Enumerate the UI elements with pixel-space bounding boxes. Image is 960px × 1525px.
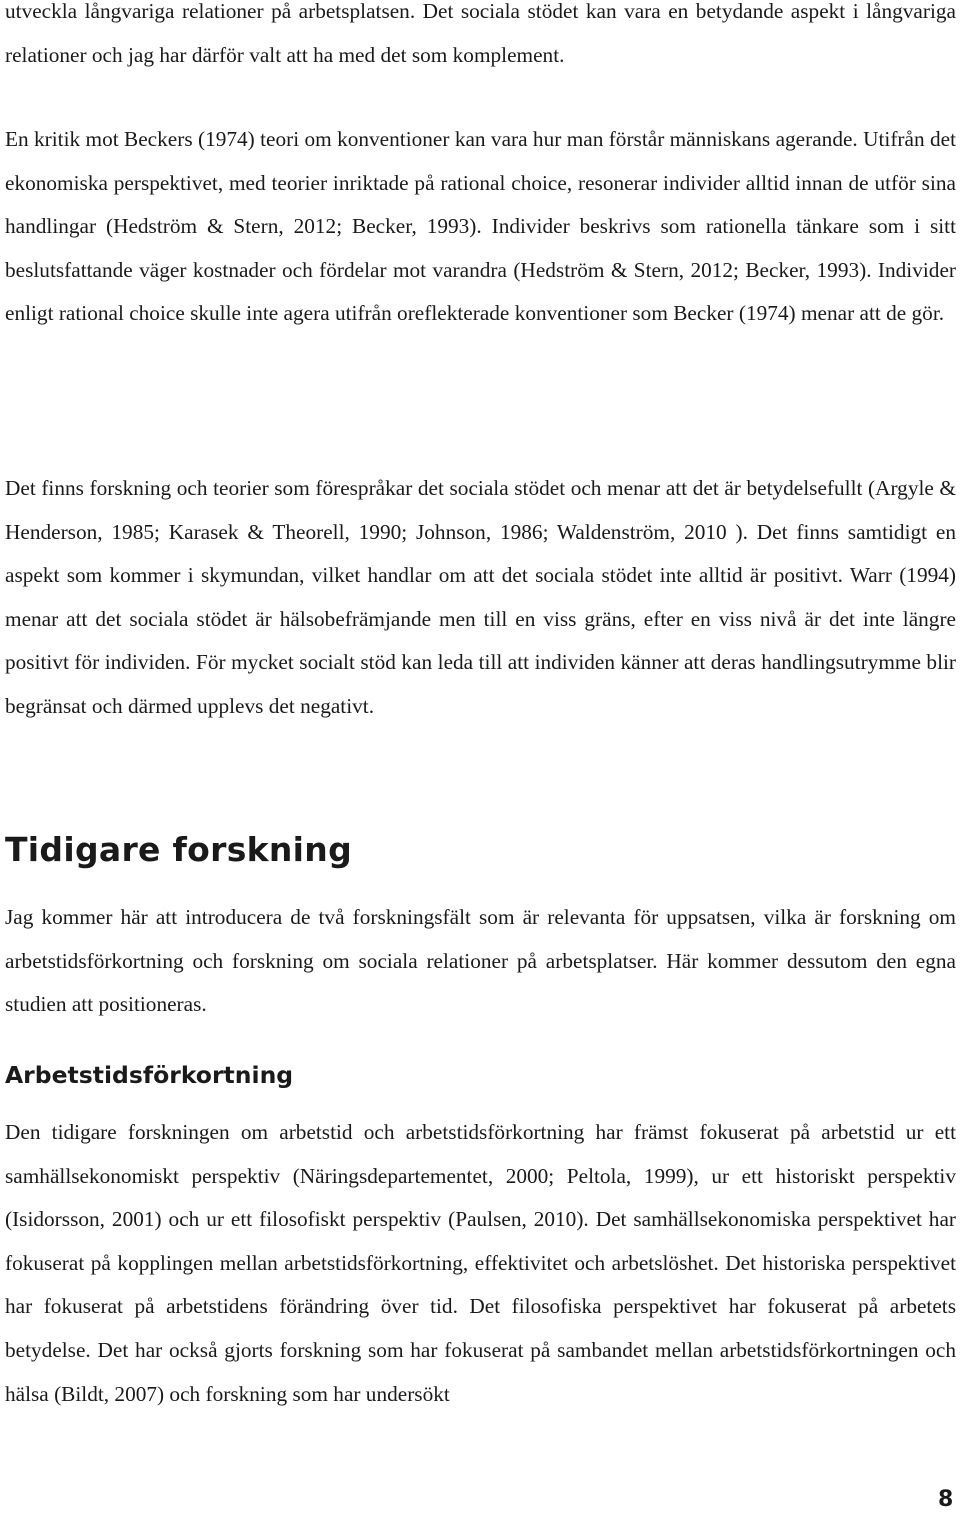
paragraph-socialt-stod: Det finns forskning och teorier som förespråkar det sociala stödet och menar att det är betydelsefullt (Argyle & Henderson, 1985; Karasek & Theorell, 1990; Johnson, 1986; Waldenström, 2010 ). Det finns samtidigt en aspekt som kommer i skymundan, vilket handlar om att det sociala stödet inte alltid är positivt. Warr (1994) menar att det sociala stödet är hälsobefrämjande men till en viss gräns, efter en viss nivå är det inte längre positivt för individen. För mycket socialt stöd kan leda till att individen känner att deras handlingsutrymme blir begränsat och därmed upplevs det negativt.: [5, 476, 956, 718]
subsection-heading: Arbetstidsförkortning: [5, 1061, 294, 1089]
page-number: 8: [938, 1487, 954, 1512]
paragraph-continuation: utveckla långvariga relationer på arbetsplatsen. Det sociala stödet kan vara en betydande aspekt i långvariga relationer och jag har därför valt att ha med det som komplement.: [5, 0, 956, 67]
paragraph-kritik: En kritik mot Beckers (1974) teori om konventioner kan vara hur man förstår människans agerande. Utifrån det ekonomiska perspektivet, med teorier inriktade på rational choice, resonerar individer alltid innan de utför sina handlingar (Hedström & Stern, 2012; Becker, 1993). Individer beskrivs som rationella tänkare som i sitt beslutsfattande väger kostnader och fördelar mot varandra (Hedström & Stern, 2012; Becker, 1993). Individer enligt rational choice skulle inte agera utifrån oreflekterade konventioner som Becker (1974) menar att de gör.: [5, 127, 956, 326]
paragraph-section-intro: Jag kommer här att introducera de två forskningsfält som är relevanta för uppsatsen, vilka är forskning om arbetstidsförkortning och forskning om sociala relationer på arbetsplatser. Här kommer dessutom den egna studien att positioneras.: [5, 905, 956, 1017]
paragraph-arbetstidsforkortning: Den tidigare forskningen om arbetstid och arbetstidsförkortning har främst fokuserat på arbetstid ur ett samhällsekonomiskt perspektiv (Näringsdepartementet, 2000; Peltola, 1999), ur ett historiskt perspektiv (Isidorsson, 2001) och ur ett filosofiskt perspektiv (Paulsen, 2010). Det samhällsekonomiska perspektivet har fokuserat på kopplingen mellan arbetstidsförkortning, effektivitet och arbetslöshet. Det historiska perspektivet har fokuserat på arbetstidens förändring över tid. Det filosofiska perspektivet har fokuserat på arbetets betydelse. Det har också gjorts forskning som har fokuserat på sambandet mellan arbetstidsförkortningen och hälsa (Bildt, 2007) och forskning som har undersökt: [5, 1120, 956, 1406]
section-heading: Tidigare forskning: [5, 830, 353, 869]
